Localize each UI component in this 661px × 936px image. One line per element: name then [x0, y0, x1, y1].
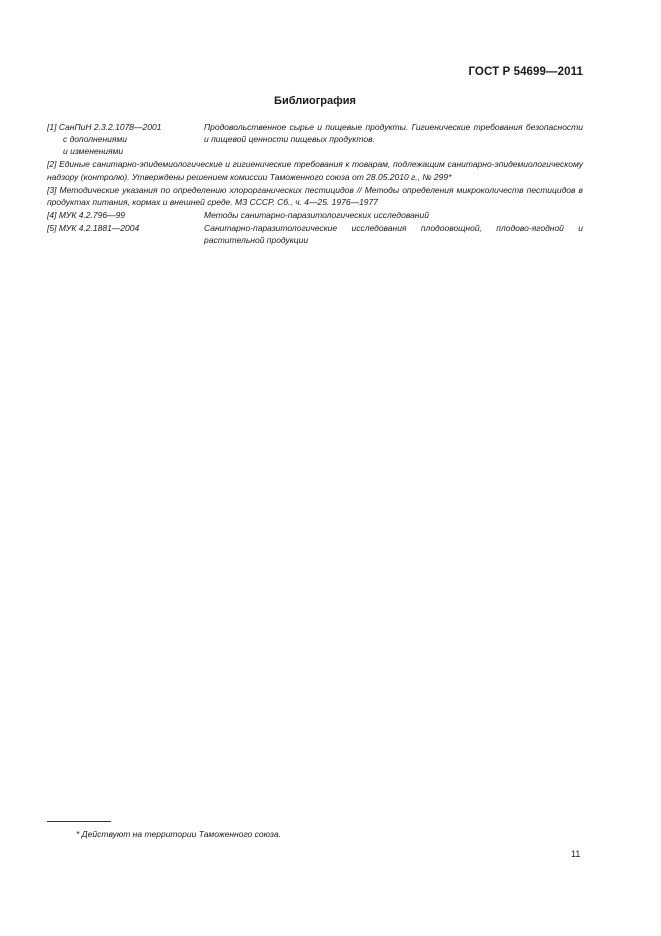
footnote: * Действуют на территории Таможенного союза. — [76, 829, 281, 839]
reference-3 — [47, 184, 583, 208]
reference-number: [5] — [47, 222, 57, 233]
reference-title: Методы санитарно-паразитологических исследований — [204, 209, 429, 220]
reference-code — [47, 222, 204, 246]
footnote-divider — [47, 821, 111, 822]
reference-code-line: и изменениями — [63, 146, 124, 157]
reference-number: [3] — [47, 184, 57, 195]
reference-code-line: с дополнениями — [63, 134, 127, 145]
reference-text: Единые санитарно-эпидемиологические и гигиенические требования к товарам, подлежащим санитарно-эпидемиологическому надзору (контролю). Утверждены решением комиссии Таможенного союза от 28.05.2010 г., № 299* — [47, 159, 583, 182]
reference-4 — [47, 209, 583, 221]
reference-text: Методические указания по определению хлорорганических пестицидов // Методы определения микроколичеств пестицидов в продуктах питания, кормах и внешней среде. МЗ СССР. Сб., ч. 4—25. 1976—1977 — [47, 184, 583, 207]
reference-number: [4] — [47, 209, 57, 220]
reference-number: [1] — [47, 122, 57, 132]
document-code: ГОСТ Р 54699—2011 — [468, 66, 583, 78]
reference-title: Санитарно-паразитологические исследования плодоовощной, плодово-ягодной и растительной продукции — [204, 222, 583, 246]
reference-code-line: МУК 4.2.796—99 — [58, 209, 126, 220]
page-number: 11 — [571, 849, 581, 859]
section-title: Библиография — [274, 95, 356, 107]
reference-code-line: СанПиН 2.3.2.1078—2001 — [58, 122, 162, 132]
reference-1 — [47, 121, 583, 158]
reference-5 — [47, 222, 583, 246]
reference-title: Продовольственное сырье и пищевые продукты. Гигиенические требования безопасности и пищевой ценности пищевых продуктов. — [204, 122, 583, 145]
reference-code — [47, 121, 204, 158]
reference-number: [2] — [47, 159, 57, 170]
reference-2 — [47, 158, 583, 182]
bibliography-list — [47, 121, 583, 247]
reference-code-line: МУК 4.2.1881—2004 — [58, 222, 140, 233]
reference-code — [47, 209, 204, 221]
